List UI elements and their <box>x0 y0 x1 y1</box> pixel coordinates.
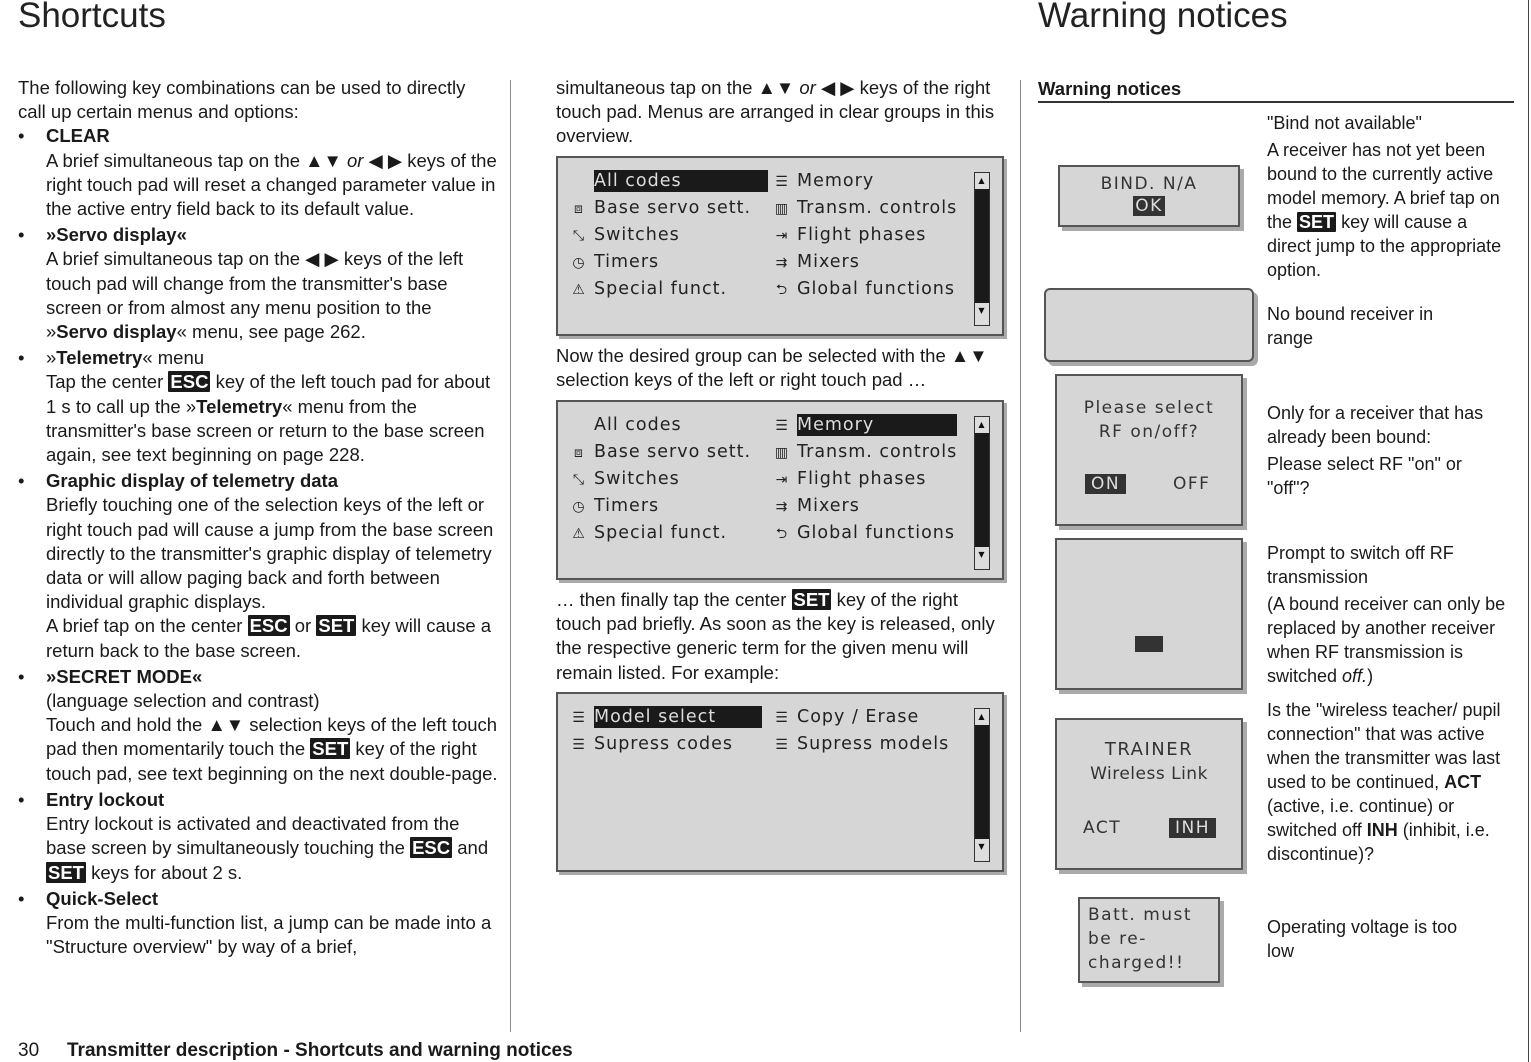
controls-icon: ▥ <box>774 201 790 217</box>
phases-icon: ⇥ <box>775 472 789 488</box>
rf-select-display <box>1055 374 1243 526</box>
menu-item <box>773 278 957 305</box>
item-heading-secret: »SECRET MODE« <box>46 665 203 687</box>
menu-item <box>570 251 768 278</box>
text: key of the left touch pad for about 1 s to call up the » <box>46 371 491 417</box>
item-text <box>46 713 498 786</box>
text: key of the right touch pad, see text beginning on the next double-page. <box>46 738 498 784</box>
display-text: Wireless Link <box>1090 764 1208 784</box>
text: A brief simultaneous tap on the ▲▼ <box>46 149 342 171</box>
text: or <box>799 77 816 98</box>
list-item <box>18 124 498 221</box>
page-number: 30 <box>18 1040 40 1061</box>
mixer-icon: ⇉ <box>775 255 789 271</box>
item-heading-clear: CLEAR <box>46 125 110 147</box>
warning-text-4 <box>1267 541 1511 688</box>
warning-icon: ⚠ <box>572 526 586 542</box>
text: « menu from the transmitter's base screen or return to the base screen again, see text beginning on page 228. <box>46 395 485 466</box>
mid-text-3 <box>556 588 1006 685</box>
menu-item-all-codes <box>570 170 768 197</box>
item-text <box>46 614 498 662</box>
menu-label: Special funct. <box>594 279 728 299</box>
timer-icon: ◷ <box>572 255 586 271</box>
text: Entry lockout is activated and deactivated from the base screen by simultaneously touching the <box>46 813 460 859</box>
menu-item <box>570 495 751 522</box>
text: A receiver has not yet been bound to the currently active model memory. A brief tap on the <box>1267 140 1500 232</box>
menu-item <box>773 733 949 760</box>
list-icon: ☰ <box>775 710 789 726</box>
text: (active, i.e. continue) or switched off <box>1267 796 1455 840</box>
no-receiver-display <box>1044 288 1254 362</box>
text: Please select RF "on" or "off"? <box>1267 454 1462 498</box>
global-icon: ⮌ <box>775 282 789 298</box>
scrollbar[interactable] <box>974 172 990 326</box>
menu-label: All codes <box>594 170 768 192</box>
footer-title: Transmitter description - Shortcuts and warning notices <box>67 1040 573 1061</box>
esc-key: ESC <box>249 615 288 637</box>
menu-item <box>773 706 949 733</box>
text: ACT <box>1444 772 1482 792</box>
text: A brief tap on the center <box>46 615 243 637</box>
list-item <box>18 346 498 467</box>
text: … then finally tap the center <box>556 589 787 610</box>
text: « menu <box>142 347 205 369</box>
menu-item <box>773 522 957 549</box>
menu-label: Global functions <box>797 279 955 299</box>
scroll-down-icon[interactable]: ▼ <box>975 839 989 861</box>
bullet: • <box>18 347 25 369</box>
ok-button[interactable]: OK <box>1135 196 1163 216</box>
bullet: • <box>18 665 25 687</box>
scroll-up-icon[interactable]: ▲ <box>975 417 989 433</box>
text: « menu, see page 262. <box>176 321 366 343</box>
switch-icon: ⤡ <box>572 228 586 244</box>
menu-left-col <box>570 706 762 760</box>
menu-label: Mixers <box>797 496 860 516</box>
item-heading-telemetry <box>46 346 498 370</box>
battery-display <box>1078 897 1220 983</box>
menu-item <box>773 495 957 522</box>
item-text <box>46 370 498 467</box>
menu-item <box>570 197 768 224</box>
warning-text-3 <box>1267 401 1507 500</box>
intro-text: The following key combinations can be used to directly call up certain menus and options: <box>18 77 466 123</box>
cursor-block <box>1135 636 1163 652</box>
list-icon: ☰ <box>775 418 789 434</box>
column-divider <box>510 80 511 1032</box>
warning-desc <box>1267 138 1513 282</box>
menu-label: Model select <box>594 706 762 728</box>
set-key: SET <box>793 589 830 610</box>
mid-text-1 <box>556 76 1006 149</box>
menu-label: Transm. controls <box>797 198 958 218</box>
display-text: Batt. must be re-charged!! <box>1088 905 1193 973</box>
display-text: Please select <box>1083 398 1215 418</box>
menu-item-all-codes <box>570 414 751 441</box>
warning-icon: ⚠ <box>572 282 586 298</box>
shortcuts-column <box>18 76 498 959</box>
text: (A bound receiver can only be replaced by another receiver when RF transmission is switched <box>1267 594 1506 686</box>
rf-off-button[interactable]: OFF <box>1173 474 1211 494</box>
mid-text-2: Now the desired group can be selected with the ▲▼ selection keys of the left or right touch pad … <box>556 345 988 391</box>
text: » <box>46 347 57 369</box>
menu-label: Transm. controls <box>797 442 958 462</box>
item-text: From the multi-function list, a jump can be made into a "Structure overview" by way of a brief, <box>46 911 492 958</box>
menu-label: Special funct. <box>594 523 728 543</box>
bullet: • <box>18 788 25 810</box>
text: Prompt to switch off RF transmission <box>1267 543 1454 587</box>
bullet: • <box>18 470 25 492</box>
menu-label: Switches <box>594 225 680 245</box>
text: simultaneous tap on the ▲▼ <box>556 77 795 98</box>
item-heading-graphic: Graphic display of telemetry data <box>46 470 338 492</box>
text: Telemetry <box>56 347 143 369</box>
text: Servo display <box>56 321 177 343</box>
warning-text-1 <box>1267 111 1513 282</box>
menu-item <box>570 522 751 549</box>
menu-label: Memory <box>797 171 875 191</box>
menu-label: Global functions <box>797 523 955 543</box>
global-icon: ⮌ <box>775 526 789 542</box>
list-item <box>18 887 498 960</box>
item-heading-lockout: Entry lockout <box>46 788 165 810</box>
menu-label: Flight phases <box>797 469 927 489</box>
warning-text-5 <box>1267 698 1511 866</box>
scroll-down-icon[interactable]: ▼ <box>975 303 989 325</box>
menu-label: All codes <box>594 415 682 435</box>
text: keys for about 2 s. <box>91 861 243 883</box>
lcd-memory-submenu <box>556 692 1004 872</box>
text: and <box>457 837 489 859</box>
esc-key: ESC <box>170 371 209 393</box>
text: or <box>294 615 312 637</box>
list-icon: ☰ <box>775 737 789 753</box>
display-text: TRAINER <box>1104 739 1194 760</box>
list-icon: ☰ <box>775 174 789 190</box>
warning-text-6: Operating voltage is too low <box>1267 917 1458 961</box>
menu-item-model-select <box>570 706 762 733</box>
list-icon: ☰ <box>572 710 586 726</box>
bullet: • <box>18 224 25 246</box>
scroll-up-icon[interactable]: ▲ <box>975 173 989 189</box>
menu-left-col <box>570 170 768 305</box>
set-key: SET <box>318 615 355 637</box>
menu-label: Supress codes <box>594 734 734 754</box>
item-heading-servo: »Servo display« <box>46 224 187 246</box>
text: off. <box>1342 666 1368 686</box>
text: Touch and hold the ▲▼ selection keys of the left touch pad then momentarily touch the <box>46 714 498 760</box>
menu-label: Base servo sett. <box>594 198 752 218</box>
page-edge <box>1528 0 1529 1062</box>
menu-label: Flight phases <box>797 225 927 245</box>
item-subheading: (language selection and contrast) <box>46 690 320 712</box>
text: ◀ ▶ keys of the right touch pad will reset a changed parameter value in the active entry field back to its default value. <box>46 149 497 220</box>
page-title-shortcuts: Shortcuts <box>18 0 166 35</box>
menu-label: Timers <box>594 252 660 272</box>
menu-item <box>773 224 957 251</box>
menu-label: Switches <box>594 469 680 489</box>
text: Tap the center <box>46 371 164 393</box>
menu-label: Copy / Erase <box>797 707 920 727</box>
set-key: SET <box>1299 212 1335 232</box>
act-button[interactable]: ACT <box>1083 818 1122 838</box>
scroll-down-icon[interactable]: ▼ <box>975 547 989 569</box>
text: Only for a receiver that has already been bound: <box>1267 403 1484 447</box>
display-text: BIND. N/A <box>1100 174 1198 194</box>
text-block <box>1267 592 1511 688</box>
text: key will cause a direct jump to the appropriate option. <box>1267 212 1502 280</box>
menu-item <box>773 441 957 468</box>
set-key: SET <box>312 738 349 760</box>
item-heading-quick: Quick-Select <box>46 887 159 909</box>
menu-item <box>773 170 957 197</box>
inh-button[interactable]: INH <box>1169 818 1216 838</box>
warning-title: "Bind not available" <box>1267 113 1422 133</box>
warnings-heading: Warning notices <box>1038 77 1514 103</box>
text: Telemetry <box>196 395 283 417</box>
text: key of the right touch pad briefly. As soon as the key is released, only the respective generic term for the given menu will remain listed. For example: <box>556 589 995 683</box>
scrollbar[interactable] <box>974 708 990 862</box>
item-text <box>46 812 498 885</box>
switch-icon: ⤡ <box>572 472 586 488</box>
menu-label: Memory <box>797 414 957 436</box>
set-key: SET <box>48 861 84 883</box>
bullet: • <box>18 887 25 909</box>
menu-item <box>570 278 768 305</box>
text: ) <box>1367 666 1374 686</box>
text: INH <box>1366 820 1398 840</box>
scroll-up-icon[interactable]: ▲ <box>975 709 989 725</box>
menu-item <box>773 251 957 278</box>
lcd-structure-overview-memory <box>556 400 1004 580</box>
menu-label: Supress models <box>797 734 950 754</box>
text: ◀ ▶ keys of the right touch pad. Menus are arranged in clear groups in this overview. <box>556 77 995 147</box>
menu-label: Timers <box>594 496 660 516</box>
menu-item <box>773 197 957 224</box>
list-icon: ☰ <box>572 737 586 753</box>
menu-right-col <box>773 414 957 549</box>
page-title-warnings: Warning notices <box>1038 0 1288 35</box>
controls-icon: ▥ <box>774 445 790 461</box>
display-text: RF on/off? <box>1098 422 1200 442</box>
menu-item <box>773 468 957 495</box>
timer-icon: ◷ <box>572 499 586 515</box>
lcd-structure-overview <box>556 156 1004 336</box>
menu-item <box>570 441 751 468</box>
bind-na-display <box>1058 165 1240 227</box>
phases-icon: ⇥ <box>775 228 789 244</box>
list-item <box>18 223 498 344</box>
menu-item <box>570 468 751 495</box>
menu-item-memory <box>773 414 957 441</box>
menu-item <box>570 733 762 760</box>
text: or <box>346 149 364 171</box>
menu-right-col <box>773 170 957 305</box>
text: key will cause a return back to the base screen. <box>46 615 492 661</box>
column-divider <box>1020 80 1021 1032</box>
list-item <box>18 665 498 786</box>
servo-icon: ⧈ <box>574 445 584 461</box>
esc-key: ESC <box>412 837 451 859</box>
item-text: Briefly touching one of the selection keys of the left or right touch pad will cause a jump from the base screen directly to the transmitter's graphic display of telemetry data or will allow paging back and forth between individual graphic displays. <box>46 494 494 613</box>
servo-icon: ⧈ <box>574 201 584 217</box>
rf-off-prompt-display <box>1055 538 1243 690</box>
menu-left-col <box>570 414 751 549</box>
text: (inhibit, i.e. discontinue)? <box>1267 820 1490 864</box>
item-text <box>46 149 498 222</box>
trainer-display <box>1055 718 1243 870</box>
rf-on-button[interactable]: ON <box>1085 474 1126 494</box>
menu-item <box>570 224 768 251</box>
list-item <box>18 469 498 663</box>
warning-text-2: No bound receiver in range <box>1267 304 1434 348</box>
menu-label: Base servo sett. <box>594 442 752 462</box>
scrollbar[interactable] <box>974 416 990 570</box>
bullet: • <box>18 125 25 147</box>
menu-right-col <box>773 706 949 760</box>
item-text <box>46 247 498 344</box>
mixer-icon: ⇉ <box>775 499 789 515</box>
text: Is the "wireless teacher/ pupil connection" that was active when the transmitter was last used to be continued, <box>1267 700 1501 792</box>
text: A brief simultaneous tap on the ◀ ▶ keys of the left touch pad will change from the transmitter's base screen or from almost any menu position to the » <box>46 248 464 343</box>
list-item <box>18 788 498 885</box>
menu-label: Mixers <box>797 252 860 272</box>
